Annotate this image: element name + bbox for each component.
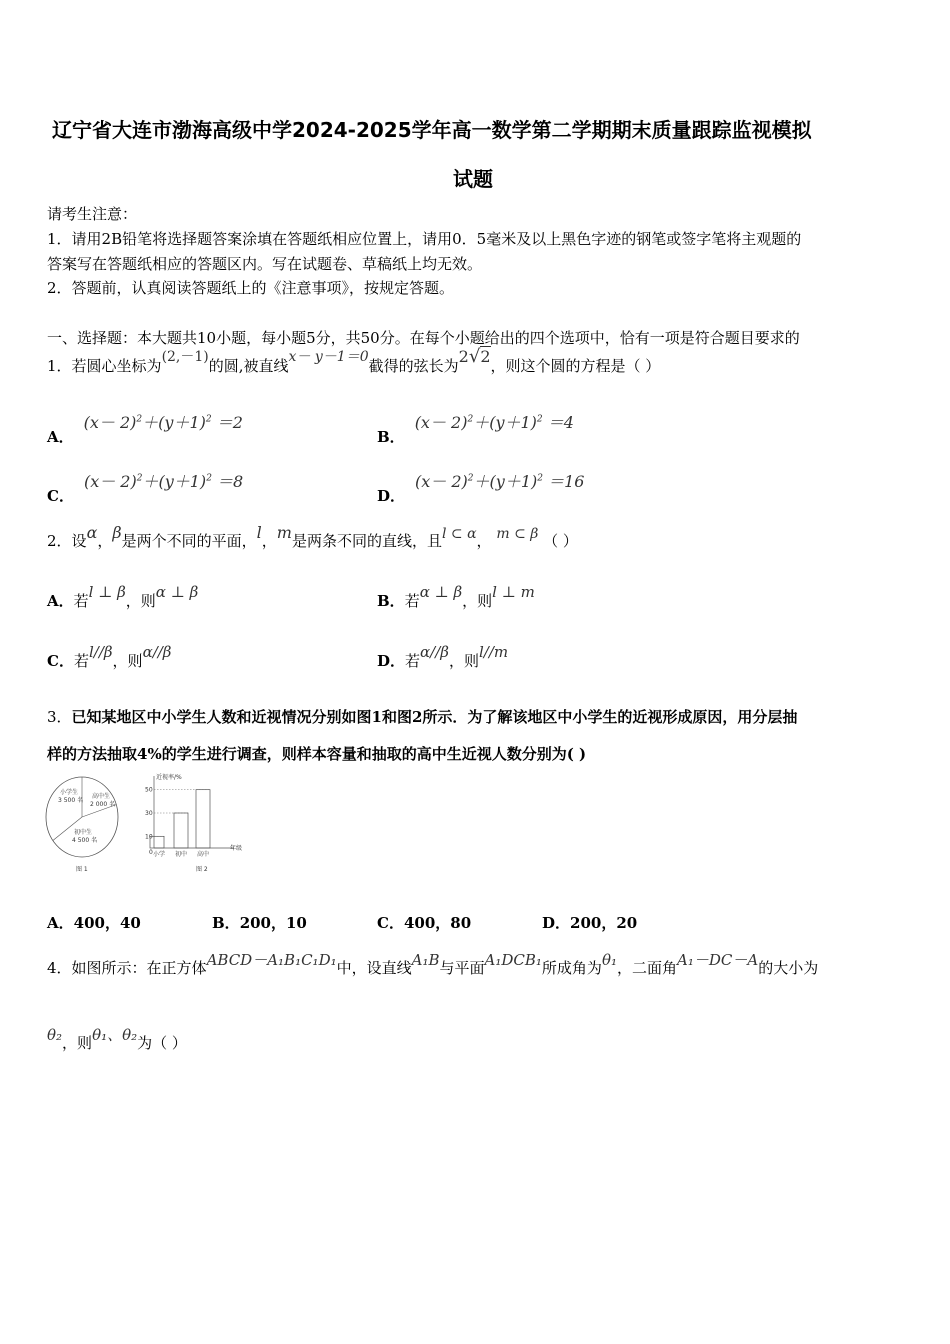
- figure-1-caption: 图 1: [76, 866, 88, 873]
- q4-thetas: θ₁、θ₂: [92, 1026, 138, 1044]
- page-title: 辽宁省大连市渤海高级中学2024-2025学年高一数学第二学期期末质量跟踪监视模拟: [52, 118, 812, 142]
- q1-number: 1．: [47, 357, 72, 375]
- notice-item-1b: 答案写在答题纸相应的答题区内。写在试题卷、草稿纸上均无效。: [47, 255, 483, 273]
- q2-option-d[interactable]: D．若α//β，则l//m: [377, 643, 509, 670]
- y-tick-label: 30: [145, 810, 153, 817]
- q4-theta-1: θ₁: [601, 951, 617, 969]
- section-heading: 一、选择题：本大题共10小题，每小题5分，共50分。在每个小题给出的四个选项中，恰有一项是符合题目要求的: [47, 329, 800, 347]
- figure-1-pie: [42, 772, 127, 877]
- notice-item-2: 2．答题前，认真阅读答题纸上的《注意事项》，按规定答题。: [47, 279, 455, 297]
- q3-option-c[interactable]: C．400，80: [377, 914, 472, 932]
- q3-option-d[interactable]: D．200，20: [542, 914, 638, 932]
- question-3-line-1: 3．已知某地区中小学生人数和近视情况分别如图1和图2所示．为了解该地区中小学生的近视形成原因，用分层抽: [47, 708, 798, 726]
- q1-option-d[interactable]: D．$(x- 2)^2+(y+1)^2 =16$: [377, 472, 585, 505]
- y-axis-label: 近视率/%: [156, 774, 182, 781]
- question-2: 2．设α，β是两个不同的平面，l，m是两条不同的直线，且l ⊂ α， m ⊂ β （ ）: [47, 523, 578, 550]
- x-axis-label: 年级: [230, 845, 243, 852]
- pie-count-high: 2 000 名: [90, 801, 116, 808]
- y-tick-label: 0: [149, 849, 153, 856]
- q2-l: l: [256, 523, 262, 542]
- notice-heading: 请考生注意：: [47, 205, 138, 223]
- q1-text-2: 的圆,被直线: [208, 357, 289, 375]
- bar-2: [196, 790, 210, 848]
- q2-alpha: α: [86, 523, 98, 542]
- pie-label-primary: 小学生: [60, 789, 79, 796]
- q4-plane: A₁DCB₁: [484, 951, 542, 969]
- q3-option-a[interactable]: A．400，40: [47, 914, 141, 932]
- pie-count-middle: 4 500 名: [72, 837, 98, 844]
- pie-label-middle: 初中生: [74, 829, 93, 836]
- y-tick-label: 10: [145, 833, 153, 841]
- q1-option-c[interactable]: C．$(x- 2)^2+(y+1)^2 =8$: [47, 472, 244, 505]
- q1-line: x－ y－1＝0: [288, 349, 369, 365]
- question-4-line-2: θ₂，则θ₁、θ₂为（ ）: [47, 1026, 187, 1052]
- q2-option-b[interactable]: B．若α ⊥ β，则l ⊥ m: [377, 583, 535, 610]
- question-1: [47, 346, 661, 391]
- q2-cond-1: l ⊂ α: [441, 526, 477, 542]
- x-tick-label: 小学: [153, 851, 166, 858]
- q2-m: m: [276, 523, 292, 542]
- q4-cube: ABCD－A₁B₁C₁D₁: [206, 951, 337, 969]
- notice-item-1a: 1．请用2B铅笔将选择题答案涂填在答题纸相应位置上，请用0．5毫米及以上黑色字迹的钢笔或签字笔将主观题的: [47, 230, 802, 248]
- q2-option-a[interactable]: A．若l ⊥ β，则α ⊥ β: [47, 583, 199, 610]
- question-3-line-2: 样的方法抽取4%的学生进行调查，则样本容量和抽取的高中生近视人数分别为( ): [47, 745, 587, 763]
- q4-dihedral: A₁－DC－A: [677, 951, 759, 969]
- y-tick-label: 50: [145, 786, 153, 794]
- q1-option-a[interactable]: A．$(x- 2)^2+(y+1)^2 =2$: [47, 413, 243, 446]
- figure-2-caption: 图 2: [196, 866, 208, 873]
- x-tick-label: 高中: [197, 851, 210, 858]
- x-tick-label: 初中: [175, 851, 188, 858]
- pie-count-primary: 3 500 名: [58, 797, 84, 804]
- pie-label-high: 高中生: [92, 793, 111, 800]
- q3-option-b[interactable]: B．200，10: [212, 914, 307, 932]
- q1-chord: 2√2: [458, 346, 491, 367]
- q2-option-c[interactable]: C．若l//β，则α//β: [47, 643, 172, 670]
- q1-text-4: ，则这个圆的方程是（ ）: [490, 357, 661, 375]
- question-4-line-1: 4．如图所示：在正方体ABCD－A₁B₁C₁D₁中，设直线A₁B与平面A₁DCB₁所成角为θ₁，二面角A₁－DC－A的大小为: [47, 951, 819, 977]
- q4-line: A₁B: [411, 951, 440, 969]
- q4-theta-2: θ₂: [47, 1026, 63, 1044]
- bar-1: [174, 813, 188, 848]
- q1-text-1: 若圆心坐标为: [71, 357, 162, 375]
- q2-cond-2: m ⊂ β: [496, 526, 539, 542]
- page-title-line2: 试题: [453, 167, 493, 191]
- q1-option-b[interactable]: B．$(x- 2)^2+(y+1)^2 =4$: [377, 413, 574, 446]
- q1-text-3: 截得的弦长为: [368, 357, 459, 375]
- q1-center: (2,－1): [161, 349, 209, 365]
- q2-beta: β: [112, 523, 122, 542]
- figure-2-bar-chart: [140, 772, 250, 877]
